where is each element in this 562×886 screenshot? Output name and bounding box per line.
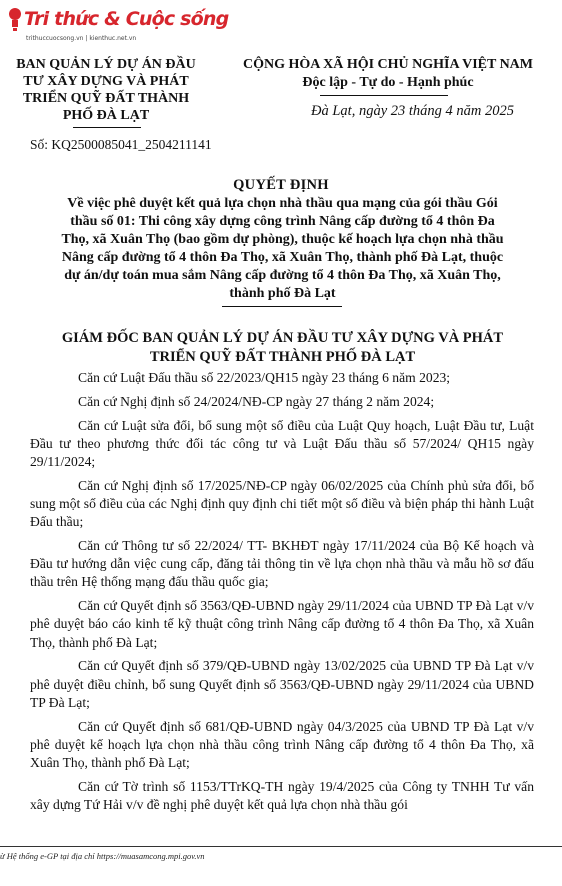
subject-line: Nâng cấp đường tổ 4 thôn Đa Thọ, xã Xuân Thọ, thành phố Đà Lạt, thuộc [61, 250, 504, 265]
basis-paragraph: Căn cứ Luật Đấu thầu số 22/2023/QH15 ngày 23 tháng 6 năm 2023; [78, 370, 451, 385]
agency-line: BAN QUẢN LÝ DỰ ÁN ĐẦU [16, 57, 196, 72]
document-subject [30, 195, 535, 303]
nation-name: CỘNG HÒA XÃ HỘI CHỦ NGHĨA VIỆT NAM [242, 57, 533, 72]
subject-line: thầu số 01: Thi công xây dựng công trình Nâng cấp đường tổ 4 thôn Đa [70, 214, 495, 229]
issuer-heading [30, 329, 535, 367]
issuer-line: TRIỂN QUỸ ĐẤT THÀNH PHỐ ĐÀ LẠT [149, 349, 416, 365]
basis-paragraph: Căn cứ Nghị định số 24/2024/NĐ-CP ngày 27 tháng 2 năm 2024; [78, 393, 435, 409]
logo-site-text: trithuccuocsong.vn | kienthuc.net.vn [26, 35, 137, 42]
site-logo[interactable] [8, 6, 229, 46]
subject-underline [222, 306, 342, 307]
footer-source: ừ Hệ thống e-GP tại địa chỉ https://muasamcong.mpi.gov.vn [0, 851, 205, 861]
subject-line: thành phố Đà Lạt [229, 286, 336, 301]
motto-underline [320, 95, 448, 96]
subject-line: dự án/dự toán mua sắm Nâng cấp đường tổ 4 thôn Đa Thọ, xã Xuân Thọ, [64, 268, 501, 283]
basis-paragraph: Căn cứ Tờ trình số 1153/TTrKQ-TH ngày 19/4/2025 của Công ty TNHH Tư vấn xây dựng Tứ Hải v/v đề nghị phê duyệt kết quả lựa chọn nhà thầu gói [30, 778, 534, 813]
basis-paragraph: Căn cứ Luật sửa đổi, bổ sung một số điều của Luật Quy hoạch, Luật Đầu tư, Luật Đầu tư theo phương thức đối tác công tư và Luật Đấu thầu số 57/2024/ QH15 ngày 29/11/2024; [30, 417, 534, 469]
basis-paragraph: Căn cứ Quyết định số 681/QĐ-UBND ngày 04/3/2025 của UBND TP Đà Lạt v/v phê duyệt kế hoạch lựa chọn nhà thầu công trình Nâng cấp đường tổ 4 thôn Đa Thọ, xã Xuân Thọ, thành phố Đà Lạt; [30, 718, 534, 771]
national-heading [214, 56, 562, 92]
national-motto: Độc lập - Tự do - Hạnh phúc [302, 75, 474, 90]
subject-line: Thọ, xã Xuân Thọ (bao gồm dự phòng), thuộc kế hoạch lựa chọn nhà thầu [61, 232, 504, 247]
basis-paragraph: Căn cứ Thông tư số 22/2024/ TT- BKHĐT ngày 17/11/2024 của Bộ Kế hoạch và Đầu tư hướng dẫn việc cung cấp, đăng tải thông tin về lựa chọn nhà thầu và mẫu hồ sơ đấu thầu trên Hệ thống mạng đấu thầu quốc gia; [30, 538, 534, 590]
issuing-agency [0, 56, 212, 124]
footer-divider [0, 846, 562, 847]
agency-line: TƯ XÂY DỰNG VÀ PHÁT [23, 74, 189, 89]
lightbulb-icon [8, 6, 22, 32]
issuer-line: GIÁM ĐỐC BAN QUẢN LÝ DỰ ÁN ĐẦU TƯ XÂY DỰNG VÀ PHÁT [61, 330, 504, 346]
logo-brand-text: Tri thức & Cuộc sống [24, 8, 229, 30]
document-number: Số: KQ2500085041_2504211141 [30, 137, 212, 152]
basis-paragraph: Căn cứ Nghị định số 17/2025/NĐ-CP ngày 06/02/2025 của Chính phủ sửa đổi, bổ sung một số điều của các Nghị định quy định chi tiết một số điều và biện pháp thi hành Luật Đấu thầu; [30, 477, 534, 530]
agency-line: PHỐ ĐÀ LẠT [62, 108, 150, 123]
subject-line: Về việc phê duyệt kết quả lựa chọn nhà thầu qua mạng của gói thầu Gói [67, 196, 498, 211]
legal-basis [30, 369, 534, 820]
agency-underline [73, 127, 141, 128]
basis-paragraph: Căn cứ Quyết định số 379/QĐ-UBND ngày 13/02/2025 của UBND TP Đà Lạt v/v phê duyệt điều chỉnh, bổ sung Quyết định số 3563/QĐ-UBND ngày 29/11/2024 của UBND TP Đà Lạt; [30, 658, 534, 710]
issue-date: Đà Lạt, ngày 23 tháng 4 năm 2025 [311, 103, 514, 119]
basis-paragraph: Căn cứ Quyết định số 3563/QĐ-UBND ngày 29/11/2024 của UBND TP Đà Lạt v/v phê duyệt báo cáo kinh tế kỹ thuật công trình Nâng cấp đường tổ 4 thôn Đa Thọ, xã Xuân Thọ, thành phố Đà Lạt; [30, 598, 534, 650]
document-title: QUYẾT ĐỊNH [233, 177, 329, 193]
agency-line: TRIỂN QUỸ ĐẤT THÀNH [22, 91, 190, 106]
